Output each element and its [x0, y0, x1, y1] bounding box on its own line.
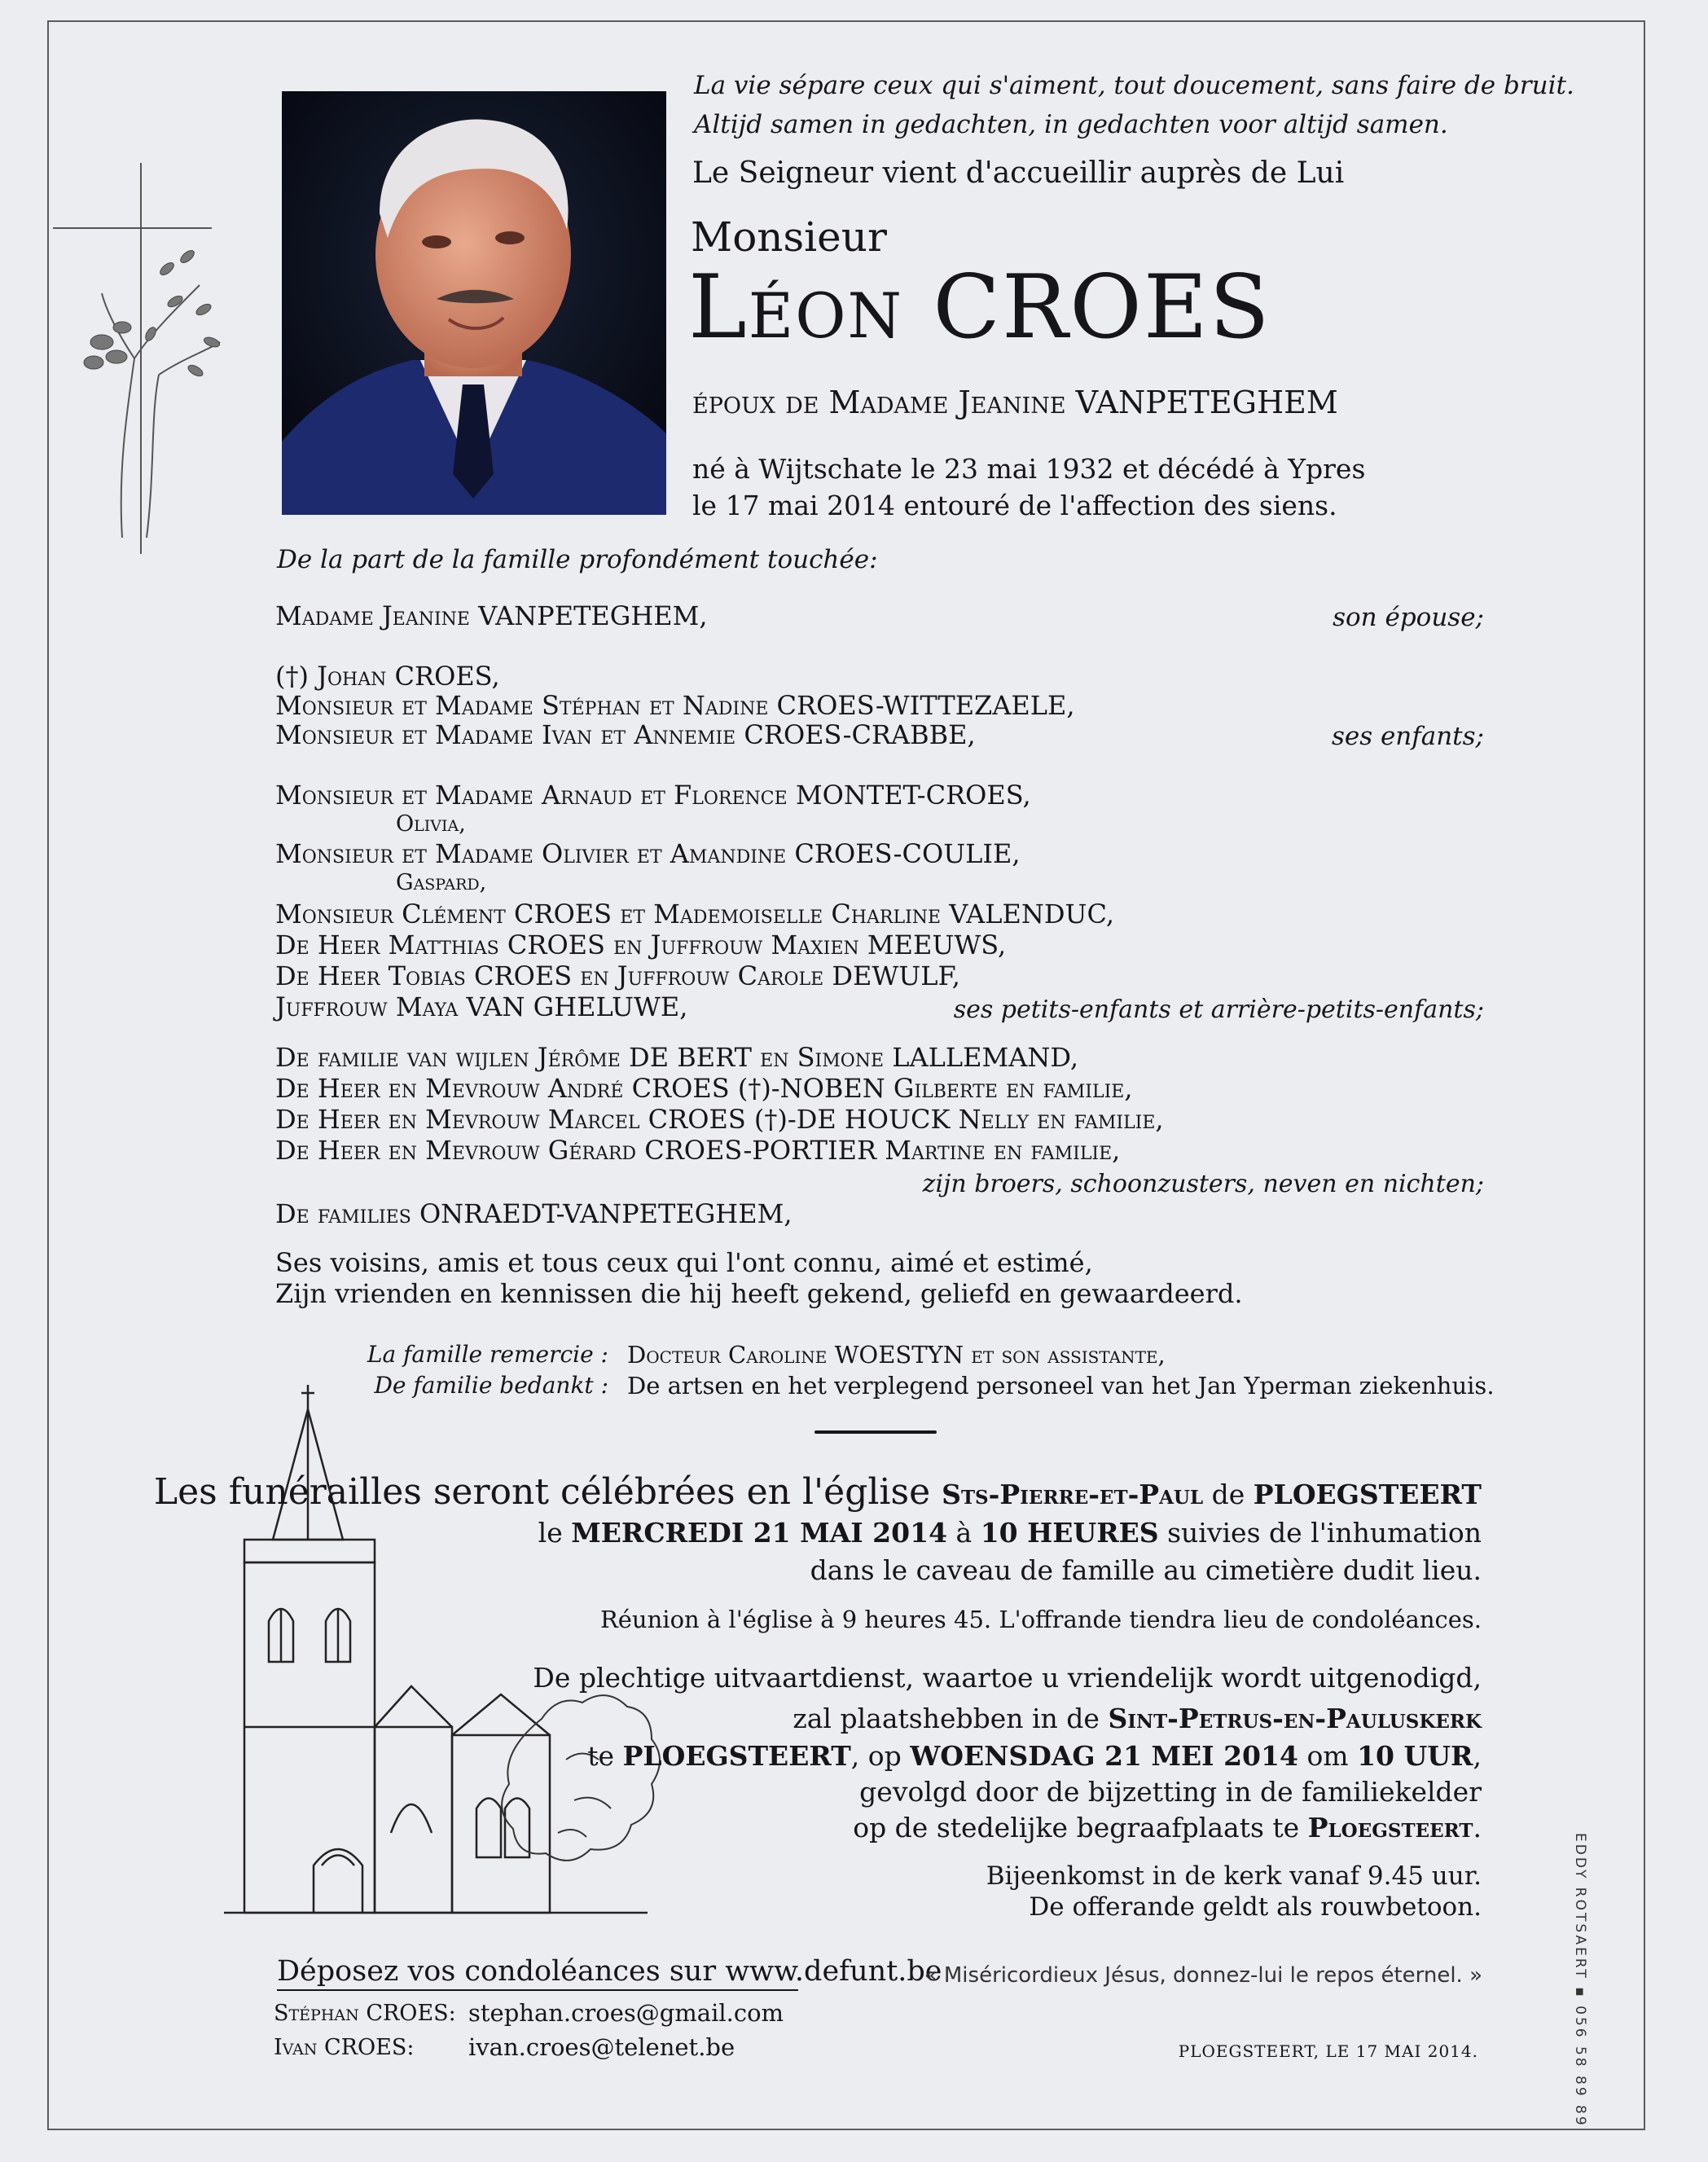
place-date: PLOEGSTEERT, LE 17 MAI 2014. — [1178, 2041, 1478, 2061]
condolences-underline — [277, 1989, 798, 1991]
funeral-nl-text: , — [1473, 1740, 1482, 1772]
funeral-fr-text: le — [538, 1517, 572, 1549]
funeral-fr-text: de — [1203, 1479, 1254, 1510]
grandchild-entry: Monsieur et Madame Arnaud et Florence MONTET-CROES, — [275, 780, 1031, 811]
funeral-fr-line-3: dans le caveau de famille au cimetière dudit lieu. — [810, 1554, 1482, 1586]
spouse-role: son épouse; — [1333, 603, 1484, 632]
family-intro: De la part de la famille profondément touchée: — [277, 545, 878, 574]
funeral-fr-text: à — [947, 1517, 981, 1549]
prayer-text: « Miséricordieux Jésus, donnez-lui le repos éternel. » — [924, 1963, 1482, 1988]
sibling-entry: De Heer en Mevrouw Marcel CROES (†)-DE HOUCK Nelly en familie, — [275, 1104, 1164, 1135]
funeral-nl-text: zal plaatshebben in de — [793, 1703, 1109, 1734]
children-role: ses enfants; — [1331, 722, 1484, 751]
contact-name: Stéphan CROES: — [274, 2001, 456, 2026]
church-name-fr: Sts-Pierre-et-Paul — [942, 1479, 1204, 1510]
thanks-label-fr: La famille remercie : — [367, 1341, 608, 1368]
announcement: Le Seigneur vient d'accueillir auprès de Lui — [692, 156, 1345, 190]
funeral-nl-line-6: Bijeenkomst in de kerk vanaf 9.45 uur. — [986, 1861, 1482, 1891]
title-monsieur: Monsieur — [691, 213, 887, 261]
child-entry: Monsieur et Madame Stéphan et Nadine CROES-WITTEZAELE, — [275, 690, 1075, 721]
thanks-text-fr: Docteur Caroline WOESTYN et son assistante, — [627, 1341, 1166, 1369]
town-nl-2: Ploegsteert — [1307, 1812, 1473, 1843]
funeral-time-nl: 10 UUR — [1357, 1740, 1473, 1772]
funeral-nl-line-4: gevolgd door de bijzetting in de familiekelder — [859, 1776, 1482, 1808]
grandchild-entry: Juffrouw Maya VAN GHELUWE, — [275, 991, 688, 1022]
spouse-line: époux de Madame Jeanine VANPETEGHEM — [692, 385, 1338, 420]
sibling-entry: De Heer en Mevrouw André CROES (†)-NOBEN Gilberte en familie, — [275, 1073, 1133, 1104]
grandchild-entry: Gaspard, — [396, 870, 487, 895]
town-nl: PLOEGSTEERT — [622, 1740, 851, 1772]
funeral-nl-line-1: De plechtige uitvaartdienst, waartoe u vriendelijk wordt uitgenodigd, — [533, 1662, 1482, 1694]
grandchild-entry: Olivia, — [396, 811, 466, 837]
sibling-entry: De familie van wijlen Jérôme DE BERT en Simone LALLEMAND, — [275, 1042, 1079, 1073]
grandchild-entry: De Heer Tobias CROES en Juffrouw Carole DEWULF, — [275, 960, 960, 991]
siblings-role: zijn broers, schoonzusters, neven en nichten; — [922, 1170, 1484, 1198]
grandchildren-role: ses petits-enfants et arrière-petits-enfants; — [953, 995, 1484, 1024]
contact-email-link[interactable]: stephan.croes@gmail.com — [468, 1999, 784, 2027]
deceased-name: Léon CROES — [688, 257, 1271, 358]
church-icon — [224, 1377, 664, 1923]
thanks-label-nl: De familie bedankt : — [374, 1372, 608, 1399]
birth-death-line-1: né à Wijtschate le 23 mai 1932 et décédé à Ypres — [692, 453, 1366, 485]
funeral-nl-line-3 — [587, 1740, 1482, 1773]
sibling-entry: De Heer en Mevrouw Gérard CROES-PORTIER Martine en familie, — [275, 1135, 1121, 1166]
funeral-fr-line-1 — [153, 1471, 1482, 1513]
condolences-heading — [277, 1955, 942, 1988]
funeral-date-nl: WOENSDAG 21 MEI 2014 — [910, 1740, 1298, 1772]
funeral-fr-line-2 — [538, 1517, 1482, 1549]
funeral-time-fr: 10 HEURES — [980, 1517, 1159, 1549]
funeral-fr-text: Les funérailles seront célébrées en l'église — [153, 1471, 942, 1513]
condolences-heading-text: Déposez vos condoléances sur www.defunt.be — [277, 1955, 942, 1988]
contact-name: Ivan CROES: — [274, 2035, 415, 2060]
printer-credit: EDDY ROTSAERT ▪ 056 58 89 89 — [1572, 1833, 1588, 2128]
thanks-text-nl: De artsen en het verplegend personeel van het Jan Yperman ziekenhuis. — [627, 1372, 1495, 1400]
funeral-nl-text: op de stedelijke begraafplaats te — [853, 1812, 1308, 1843]
friends-line-nl: Zijn vrienden en kennissen die hij heeft gekend, geliefd en gewaardeerd. — [275, 1278, 1243, 1309]
birth-death-line-2: le 17 mai 2014 entouré de l'affection des siens. — [692, 490, 1337, 521]
child-entry: (†) Johan CROES, — [275, 661, 500, 692]
funeral-nl-text: te — [587, 1740, 623, 1772]
portrait-photo — [282, 91, 666, 515]
funeral-nl-text: , op — [850, 1740, 911, 1772]
cross-flower-icon — [45, 147, 224, 570]
funeral-nl-text: om — [1297, 1740, 1358, 1772]
child-entry: Monsieur et Madame Ivan et Annemie CROES-CRABBE, — [275, 719, 976, 750]
grandchild-entry: Monsieur et Madame Olivier et Amandine CROES-COULIE, — [275, 838, 1021, 869]
quote-line-1: La vie sépare ceux qui s'aiment, tout doucement, sans faire de bruit. — [694, 71, 1574, 100]
funeral-date-fr: MERCREDI 21 MAI 2014 — [571, 1517, 948, 1549]
funeral-fr-line-4: Réunion à l'église à 9 heures 45. L'offrande tiendra lieu de condoléances. — [599, 1606, 1482, 1633]
grandchild-entry: De Heer Matthias CROES en Juffrouw Maxien MEEUWS, — [275, 929, 1007, 960]
funeral-nl-line-7: De offerande geldt als rouwbetoon. — [1029, 1892, 1482, 1922]
friends-line-fr: Ses voisins, amis et tous ceux qui l'ont connu, aimé et estimé, — [275, 1247, 1093, 1278]
spouse-entry: Madame Jeanine VANPETEGHEM, — [275, 600, 708, 631]
funeral-nl-text: . — [1473, 1812, 1482, 1843]
funeral-fr-text: suivies de l'inhumation — [1158, 1517, 1482, 1549]
grandchild-entry: Monsieur Clément CROES et Mademoiselle Charline VALENDUC, — [275, 899, 1115, 929]
church-name-nl: Sint-Petrus-en-Pauluskerk — [1108, 1703, 1482, 1734]
town-fr: PLOEGSTEERT — [1253, 1479, 1482, 1510]
other-family-entry: De families ONRAEDT-VANPETEGHEM, — [275, 1198, 793, 1229]
quote-line-2: Altijd samen in gedachten, in gedachten voor altijd samen. — [694, 110, 1448, 139]
contact-email-link[interactable]: ivan.croes@telenet.be — [468, 2033, 735, 2061]
section-divider — [814, 1430, 937, 1434]
funeral-nl-line-2 — [793, 1703, 1482, 1735]
funeral-nl-line-5 — [853, 1812, 1482, 1844]
